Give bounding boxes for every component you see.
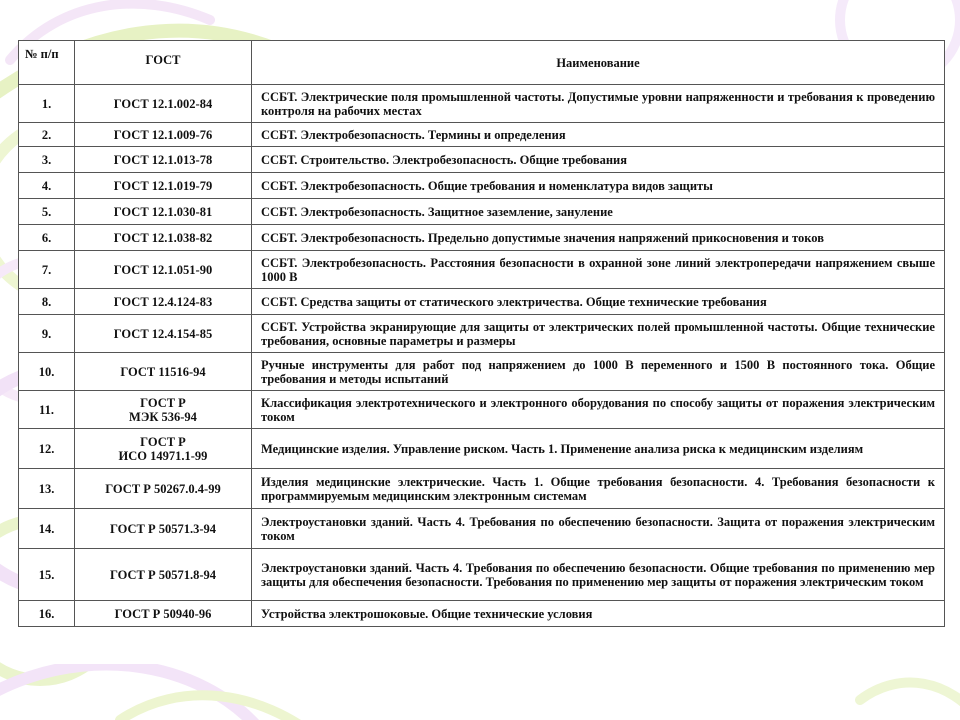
table-row xyxy=(19,549,945,601)
row-number: 8. xyxy=(19,289,75,315)
header-number: № п/п xyxy=(19,41,75,85)
table-row xyxy=(19,601,945,627)
row-title: Устройства электрошоковые. Общие технические условия xyxy=(252,601,945,627)
row-gost-code: ГОСТ 12.4.154-85 xyxy=(75,315,252,353)
table-row xyxy=(19,391,945,429)
row-title: ССБТ. Устройства экранирующие для защиты от электрических полей промышленной частоты. Общие технические требования, основные параметры и размеры xyxy=(252,315,945,353)
row-number: 14. xyxy=(19,509,75,549)
row-title: Изделия медицинские электрические. Часть 1. Общие требования безопасности. 4. Требования безопасности к программируемым медицинским электронным системам xyxy=(252,469,945,509)
row-title: ССБТ. Электробезопасность. Термины и определения xyxy=(252,123,945,147)
header-gost: ГОСТ xyxy=(75,41,252,85)
row-gost-code: ГОСТ Р 50940-96 xyxy=(75,601,252,627)
row-title: ССБТ. Электробезопасность. Защитное заземление, зануление xyxy=(252,199,945,225)
row-title: Медицинские изделия. Управление риском. Часть 1. Применение анализа риска к медицинским изделиям xyxy=(252,429,945,469)
row-gost-code: ГОСТ 12.1.051-90 xyxy=(75,251,252,289)
row-number: 12. xyxy=(19,429,75,469)
table-row xyxy=(19,199,945,225)
row-gost-code: ГОСТ 12.4.124-83 xyxy=(75,289,252,315)
header-row xyxy=(19,41,945,85)
table-row xyxy=(19,225,945,251)
row-number: 7. xyxy=(19,251,75,289)
row-number: 10. xyxy=(19,353,75,391)
table-row xyxy=(19,469,945,509)
row-title: ССБТ. Электробезопасность. Расстояния безопасности в охранной зоне линий электропередачи напряжением свыше 1000 В xyxy=(252,251,945,289)
row-number: 4. xyxy=(19,173,75,199)
row-number: 15. xyxy=(19,549,75,601)
row-gost-code: ГОСТ Р 50571.8-94 xyxy=(75,549,252,601)
table-row xyxy=(19,123,945,147)
row-gost-code: ГОСТ 12.1.030-81 xyxy=(75,199,252,225)
row-gost-code: ГОСТ Р ИСО 14971.1-99 xyxy=(75,429,252,469)
row-title: Ручные инструменты для работ под напряжением до 1000 В переменного и 1500 В постоянного тока. Общие требования и методы испытаний xyxy=(252,353,945,391)
row-title: ССБТ. Средства защиты от статического электричества. Общие технические требования xyxy=(252,289,945,315)
row-gost-code: ГОСТ 12.1.013-78 xyxy=(75,147,252,173)
row-gost-code: ГОСТ 12.1.019-79 xyxy=(75,173,252,199)
table-row xyxy=(19,173,945,199)
row-gost-code: ГОСТ 12.1.002-84 xyxy=(75,85,252,123)
row-number: 5. xyxy=(19,199,75,225)
header-name: Наименование xyxy=(252,41,945,85)
row-number: 3. xyxy=(19,147,75,173)
row-gost-code: ГОСТ Р 50267.0.4-99 xyxy=(75,469,252,509)
row-title: ССБТ. Электробезопасность. Предельно допустимые значения напряжений прикосновения и токов xyxy=(252,225,945,251)
row-title: Электроустановки зданий. Часть 4. Требования по обеспечению безопасности. Общие требования по применению мер защиты для обеспечения безопасности. Требования по применению мер защиты от поражения электрическим током xyxy=(252,549,945,601)
gost-standards-table xyxy=(18,40,945,627)
row-title: ССБТ. Строительство. Электробезопасность. Общие требования xyxy=(252,147,945,173)
row-number: 11. xyxy=(19,391,75,429)
row-number: 6. xyxy=(19,225,75,251)
row-gost-code: ГОСТ 11516-94 xyxy=(75,353,252,391)
row-title: Классификация электротехнического и электронного оборудования по способу защиты от поражения электрическим током xyxy=(252,391,945,429)
row-number: 16. xyxy=(19,601,75,627)
row-title: ССБТ. Электробезопасность. Общие требования и номенклатура видов защиты xyxy=(252,173,945,199)
row-title: Электроустановки зданий. Часть 4. Требования по обеспечению безопасности. Защита от поражения электрическим током xyxy=(252,509,945,549)
row-title: ССБТ. Электрические поля промышленной частоты. Допустимые уровни напряженности и требования к проведению контроля на рабочих местах xyxy=(252,85,945,123)
row-number: 1. xyxy=(19,85,75,123)
row-number: 13. xyxy=(19,469,75,509)
table-row xyxy=(19,289,945,315)
table-row xyxy=(19,251,945,289)
table-row xyxy=(19,509,945,549)
row-gost-code: ГОСТ Р МЭК 536-94 xyxy=(75,391,252,429)
row-gost-code: ГОСТ 12.1.009-76 xyxy=(75,123,252,147)
row-gost-code: ГОСТ Р 50571.3-94 xyxy=(75,509,252,549)
table-row xyxy=(19,429,945,469)
table-row xyxy=(19,147,945,173)
row-number: 2. xyxy=(19,123,75,147)
table-row xyxy=(19,85,945,123)
row-number: 9. xyxy=(19,315,75,353)
table-row xyxy=(19,353,945,391)
row-gost-code: ГОСТ 12.1.038-82 xyxy=(75,225,252,251)
table-row xyxy=(19,315,945,353)
